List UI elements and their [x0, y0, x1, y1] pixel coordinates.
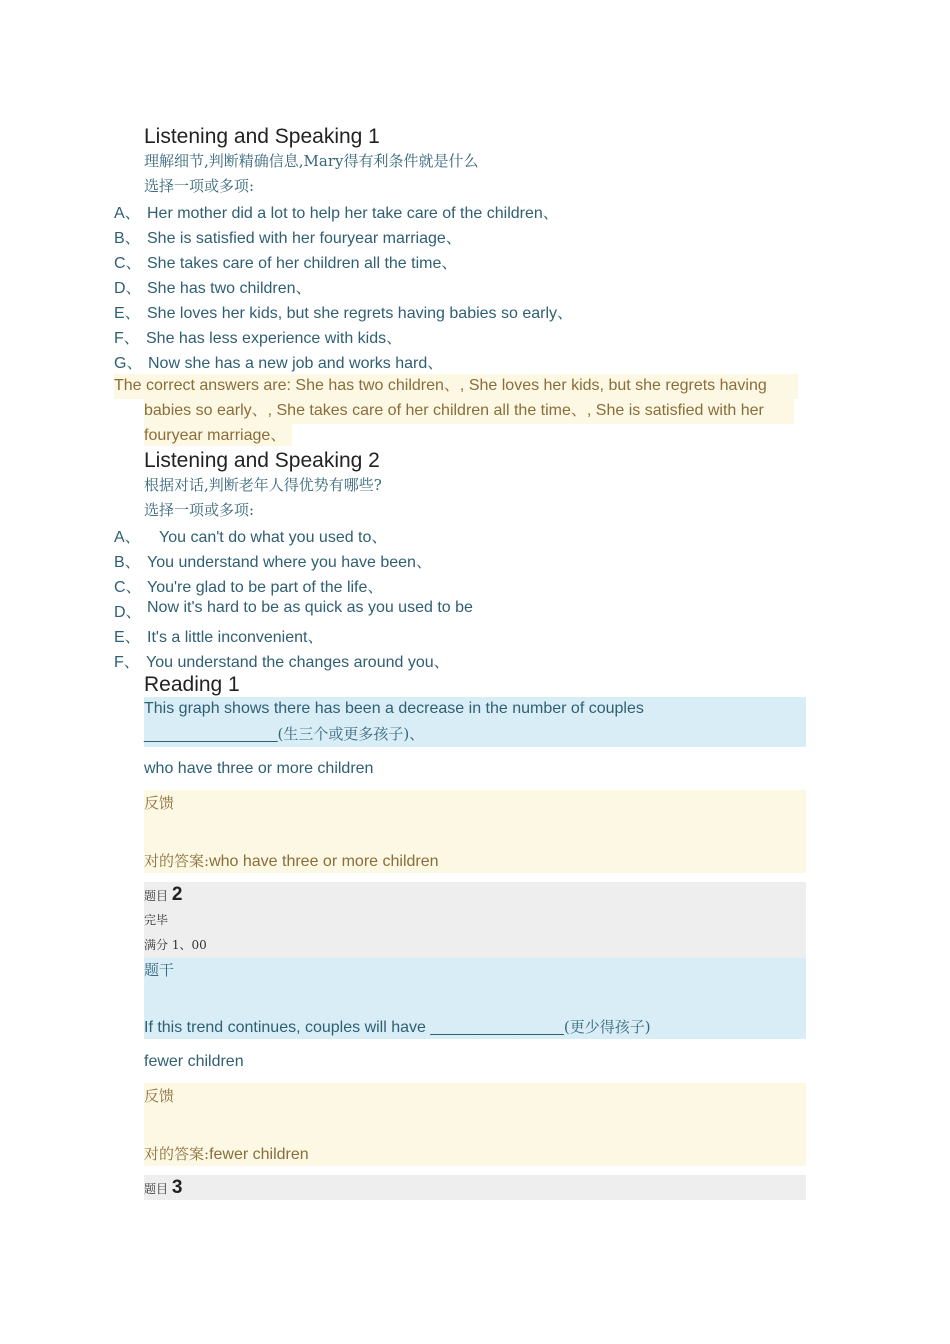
correct-answer: fewer children — [209, 1146, 309, 1163]
option-letter: B、 — [114, 230, 141, 247]
option-letter: B、 — [114, 554, 141, 571]
question-text: This graph shows there has been a decrease in the number of couples — [144, 700, 644, 717]
option-letter: E、 — [114, 629, 141, 646]
option-letter: G、 — [114, 355, 143, 372]
question-text-main: If this trend continues, couples will have — [144, 1019, 426, 1036]
question-instruction: 理解细节,判断精确信息,Mary得有利条件就是什么 — [144, 152, 479, 170]
select-prompt: 选择一项或多项: — [144, 501, 255, 519]
question-text-line2 — [144, 723, 424, 746]
stem-label: 题干 — [144, 961, 175, 979]
student-answer: fewer children — [144, 1053, 244, 1070]
correct-answers-text: babies so early、, She takes care of her children all the time、, She is satisfied with her — [144, 402, 764, 419]
option-text[interactable]: She loves her kids, but she regrets having babies so early、 — [147, 305, 574, 322]
option-text[interactable]: She has two children、 — [147, 280, 312, 297]
correct-answer-prefix: 对的答案: — [144, 1145, 210, 1163]
option-text[interactable]: You understand where you have been、 — [147, 554, 432, 571]
option-text[interactable]: You can't do what you used to、 — [159, 529, 388, 546]
question-number — [144, 1177, 182, 1199]
select-prompt: 选择一项或多项: — [144, 177, 255, 195]
option-letter: F、 — [114, 654, 140, 671]
question-info — [144, 1175, 806, 1200]
question-instruction: 根据对话,判断老年人得优势有哪些? — [144, 476, 382, 494]
correct-answers-text: fouryear marriage、 — [144, 427, 287, 444]
option-letter: C、 — [114, 579, 142, 596]
question-number — [144, 884, 182, 906]
correct-answer-line — [144, 850, 439, 873]
option-text[interactable]: She takes care of her children all the time、 — [147, 255, 458, 272]
question-number-value: 3 — [171, 1177, 183, 1198]
option-text[interactable]: Her mother did a lot to help her take care of the children、 — [147, 205, 559, 222]
answer-blank: _______________ — [144, 726, 278, 743]
option-text[interactable]: Now it's hard to be as quick as you used to be — [147, 599, 473, 616]
option-letter: D、 — [114, 280, 142, 297]
option-letter: F、 — [114, 330, 140, 347]
option-text[interactable]: It's a little inconvenient、 — [147, 629, 324, 646]
question-text — [144, 1016, 651, 1039]
section-title: Reading 1 — [144, 673, 240, 696]
option-text[interactable]: You're glad to be part of the life、 — [147, 579, 384, 596]
option-text[interactable]: Now she has a new job and works hard、 — [148, 355, 444, 372]
correct-answer-prefix: 对的答案: — [144, 852, 210, 870]
option-text[interactable]: She is satisfied with her fouryear marriage、 — [147, 230, 462, 247]
section-title: Listening and Speaking 2 — [144, 449, 380, 472]
question-label: 题目 — [144, 1182, 169, 1196]
question-number-value: 2 — [171, 884, 183, 905]
blank-hint: (生三个或更多孩子)、 — [277, 725, 425, 743]
question-score: 满分 1、00 — [144, 938, 207, 952]
option-letter: D、 — [114, 604, 142, 621]
question-info — [144, 882, 806, 958]
correct-answer-line — [144, 1143, 309, 1166]
answer-blank: _______________ — [430, 1019, 564, 1036]
feedback-label: 反馈 — [144, 1087, 175, 1105]
blank-hint: (更少得孩子) — [563, 1018, 651, 1036]
option-letter: A、 — [114, 205, 141, 222]
correct-answer: who have three or more children — [209, 853, 439, 870]
question-label: 题目 — [144, 889, 169, 903]
option-letter: A、 — [114, 529, 141, 546]
option-letter: C、 — [114, 255, 142, 272]
option-text[interactable]: You understand the changes around you、 — [146, 654, 450, 671]
option-text[interactable]: She has less experience with kids、 — [146, 330, 403, 347]
section-title: Listening and Speaking 1 — [144, 125, 380, 148]
feedback-label: 反馈 — [144, 794, 175, 812]
student-answer: who have three or more children — [144, 760, 374, 777]
question-status: 完毕 — [144, 913, 169, 927]
option-letter: E、 — [114, 305, 141, 322]
correct-answers-text: The correct answers are: She has two children、, She loves her kids, but she regrets having — [114, 377, 767, 394]
